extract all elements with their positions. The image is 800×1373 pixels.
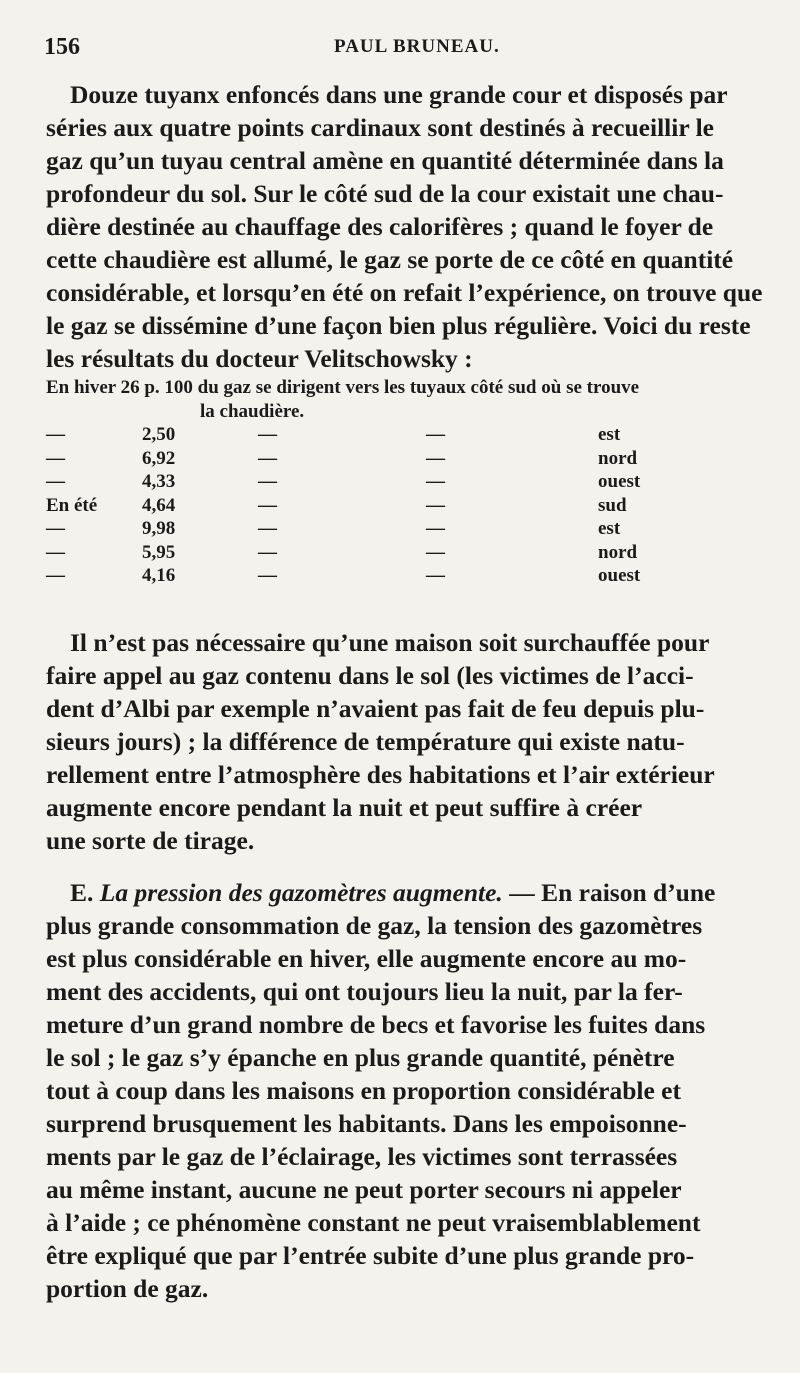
text-line: sieurs jours) ; la différence de température qui existe natu- xyxy=(46,727,685,756)
text-line: portion de gaz. xyxy=(46,1274,209,1303)
ditto-cell: — xyxy=(426,447,445,469)
text-line: faire appel au gaz contenu dans le sol (les victimes de l’acci- xyxy=(46,661,694,690)
season-cell: — xyxy=(46,565,65,586)
page-header xyxy=(44,28,760,64)
ditto-cell: — xyxy=(426,518,445,539)
direction-cell: ouest xyxy=(598,565,641,586)
text-line: augmente encore pendant la nuit et peut suffire à créer xyxy=(46,793,643,822)
text-line: les résultats du docteur Velitschowsky : xyxy=(46,344,473,373)
ditto-cell: — xyxy=(426,541,445,563)
table-row xyxy=(46,517,762,541)
text-line: séries aux quatre points cardinaux sont destinés à recueillir le xyxy=(46,113,714,142)
percent-cell: 9,98 xyxy=(142,518,176,539)
ditto-cell: — xyxy=(426,494,445,516)
text-line: dière destinée au chauffage des calorifères ; quand le foyer de xyxy=(46,212,714,241)
direction-cell: sud xyxy=(598,494,627,516)
ditto-cell: — xyxy=(258,541,277,563)
table-intro: En hiver 26 p. 100 du gaz se dirigent vers les tuyaux côté sud où se trouve xyxy=(46,377,640,398)
section-label: E. xyxy=(70,878,94,907)
text-line: une sorte de tirage. xyxy=(46,826,255,855)
paragraph-heating xyxy=(46,626,762,857)
season-cell: En été xyxy=(46,494,98,516)
direction-cell: nord xyxy=(598,541,638,563)
text-line: surprend brusquement les habitants. Dans les empoisonne- xyxy=(46,1109,687,1138)
direction-cell: nord xyxy=(598,447,638,469)
text-line: rellement entre l’atmosphère des habitations et l’air extérieur xyxy=(46,760,715,789)
page-number: 156 xyxy=(44,34,80,60)
percent-cell: 5,95 xyxy=(142,541,176,563)
running-head: PAUL BRUNEAU. xyxy=(334,36,500,57)
section-heading-line xyxy=(46,876,762,909)
direction-cell: ouest xyxy=(598,471,641,492)
results-table xyxy=(46,376,762,588)
season-cell: — xyxy=(46,447,65,469)
text-line: considérable, et lorsqu’en été on refait l’expérience, on trouve que xyxy=(46,278,762,307)
table-row xyxy=(46,470,762,494)
text-line: au même instant, aucune ne peut porter secours ni appeler xyxy=(46,1175,682,1204)
text-line: plus grande consommation de gaz, la tension des gazomètres xyxy=(46,911,703,940)
percent-cell: 2,50 xyxy=(142,424,176,445)
percent-cell: 4,64 xyxy=(142,494,176,516)
text-line: le gaz se dissémine d’une façon bien plus régulière. Voici du reste xyxy=(46,311,751,340)
ditto-cell: — xyxy=(426,471,445,492)
ditto-cell: — xyxy=(426,565,445,586)
text-line: cette chaudière est allumé, le gaz se porte de ce côté en quantité xyxy=(46,245,734,274)
text-line: gaz qu’un tuyau central amène en quantité déterminée dans la xyxy=(46,146,724,175)
text-line: à l’aide ; ce phénomène constant ne peut vraisemblablement xyxy=(46,1208,701,1237)
ditto-cell: — xyxy=(258,494,277,516)
season-cell: — xyxy=(46,471,65,492)
heading-continuation: — En raison d’une xyxy=(509,878,716,907)
text-line: ments par le gaz de l’éclairage, les victimes sont terrassées xyxy=(46,1142,678,1171)
direction-cell: est xyxy=(598,518,621,539)
text-line: est plus considérable en hiver, elle augmente encore au mo- xyxy=(46,944,687,973)
paragraph-intro xyxy=(46,78,762,375)
table-row xyxy=(46,447,762,471)
paragraph-gasometer xyxy=(46,876,762,1305)
table-row xyxy=(46,541,762,565)
season-cell: — xyxy=(46,518,65,539)
text-line: Douze tuyanx enfoncés dans une grande cour et disposés par xyxy=(70,80,728,109)
ditto-cell: — xyxy=(258,447,277,469)
text-line: Il n’est pas nécessaire qu’une maison soit surchauffée pour xyxy=(70,628,710,657)
section-heading: La pression des gazomètres augmente. xyxy=(99,878,503,907)
table-row xyxy=(46,423,762,447)
text-line: dent d’Albi par exemple n’avaient pas fait de feu depuis plu- xyxy=(46,694,705,723)
direction-cell: est xyxy=(598,424,621,445)
text-line: ment des accidents, qui ont toujours lieu la nuit, par la fer- xyxy=(46,977,683,1006)
text-line: être expliqué que par l’entrée subite d’une plus grande pro- xyxy=(46,1241,695,1270)
percent-cell: 4,33 xyxy=(142,471,176,492)
table-intro-continued: la chaudière. xyxy=(200,400,305,422)
season-cell: — xyxy=(46,424,65,445)
ditto-cell: — xyxy=(426,424,445,445)
text-line: profondeur du sol. Sur le côté sud de la cour existait une chau- xyxy=(46,179,724,208)
season-cell: — xyxy=(46,541,65,563)
text-line: tout à coup dans les maisons en proportion considérable et xyxy=(46,1076,681,1105)
ditto-cell: — xyxy=(258,471,277,492)
ditto-cell: — xyxy=(258,565,277,586)
ditto-cell: — xyxy=(258,518,277,539)
table-row xyxy=(46,494,762,518)
percent-cell: 6,92 xyxy=(142,447,176,469)
text-line: le sol ; le gaz s’y épanche en plus grande quantité, pénètre xyxy=(46,1043,675,1072)
ditto-cell: — xyxy=(258,424,277,445)
text-line: meture d’un grand nombre de becs et favorise les fuites dans xyxy=(46,1010,706,1039)
table-row xyxy=(46,564,762,588)
percent-cell: 4,16 xyxy=(142,565,176,586)
